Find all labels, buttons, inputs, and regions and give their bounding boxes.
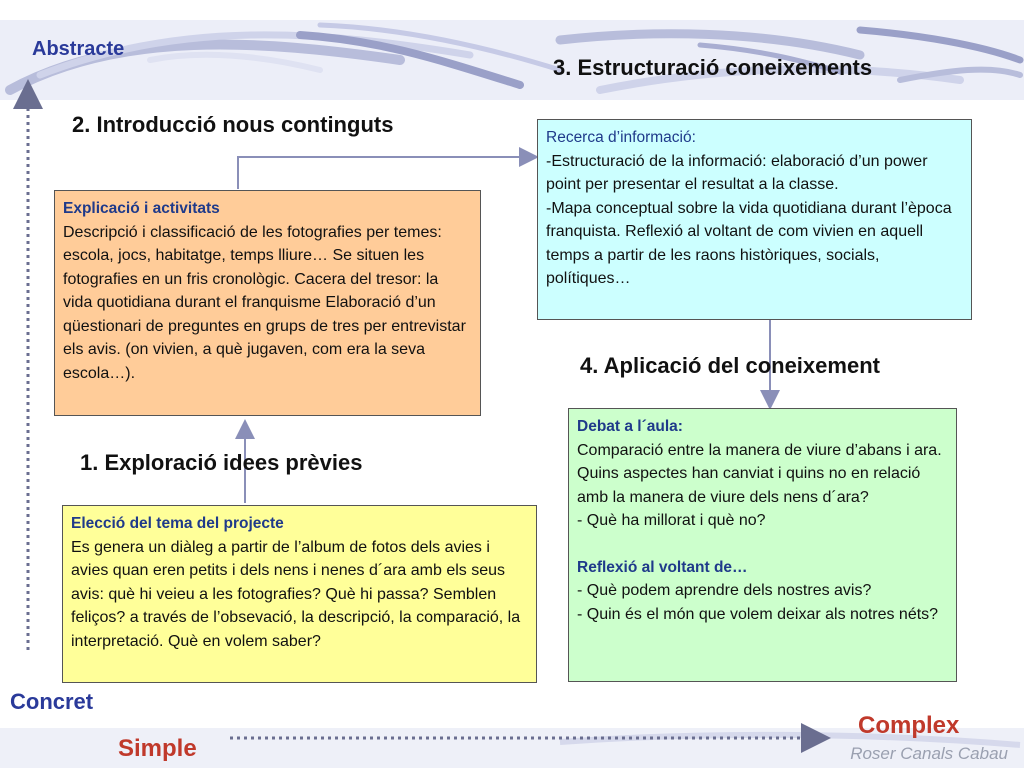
introduccio-box (54, 190, 481, 416)
axis-label-abstracte: Abstracte (32, 38, 125, 60)
estructuracio-body: -Estructuració de la informació: elaboració d’un power point per presentar el resultat a la classe. -Mapa conceptual sobre la vida quotidiana durant l’època franquista. Reflexió al voltant de com vivien en aquell temps a partir de les raons històriques, socials, polítiques… (546, 152, 952, 287)
axis-label-complex: Complex (858, 712, 960, 739)
axis-label-simple: Simple (118, 735, 197, 762)
connector-2-3 (238, 157, 535, 189)
axis-label-concret: Concret (10, 689, 94, 714)
step-title-4: 4. Aplicació del coneixement (580, 353, 880, 378)
step-title-1: 1. Exploració idees prèvies (80, 450, 363, 475)
estructuracio-heading: Recerca d’informació: (546, 129, 696, 146)
aplicacio-heading: Debat a l´aula: (577, 418, 683, 435)
exploracio-heading: Elecció del tema del projecte (71, 515, 284, 532)
aplicacio-heading-2: Reflexió al voltant de… (577, 558, 748, 576)
step-title-2: 2. Introducció nous continguts (72, 112, 394, 137)
introduccio-heading: Explicació i activitats (63, 200, 220, 217)
exploracio-body: Es genera un diàleg a partir de l’album de fotos dels avies i avies quan eren petits i dels nens i nenes d´ara amb els seus avis: què hi veieu a les fotografies? Què hi passa? Semblen feliços? a través de l’obsevació, la descripció, la comparació, la interpretació. Què en volem saber? (71, 538, 521, 650)
introduccio-body: Descripció i classificació de les fotografies per temes: escola, jocs, habitatge, temps lliure… Se situen les fotografies en un fris cronològic. Cacera del tresor: la vida quotidiana durant el franquisme Elaboració d’un qüestionari de preguntes en grups de tres per entrevistar els avis. (on vivien, a què jugaven, com era la seva escola…). (63, 223, 466, 382)
aplicacio-body-2: - Què podem aprendre dels nostres avis? - Quin és el món que volem deixar als notres néts? (577, 582, 939, 623)
aplicacio-box (568, 408, 957, 682)
estructuracio-box (537, 119, 972, 320)
exploracio-box (62, 505, 537, 683)
aplicacio-body: Comparació entre la manera de viure d’abans i ara. Quins aspectes han canviat i quins no en relació amb la manera de viure dels nens d´ara? - Què ha millorat i què no? (577, 441, 942, 529)
author-credit: Roser Canals Cabau (850, 744, 1008, 763)
step-title-3: 3. Estructuració coneixements (553, 55, 873, 80)
